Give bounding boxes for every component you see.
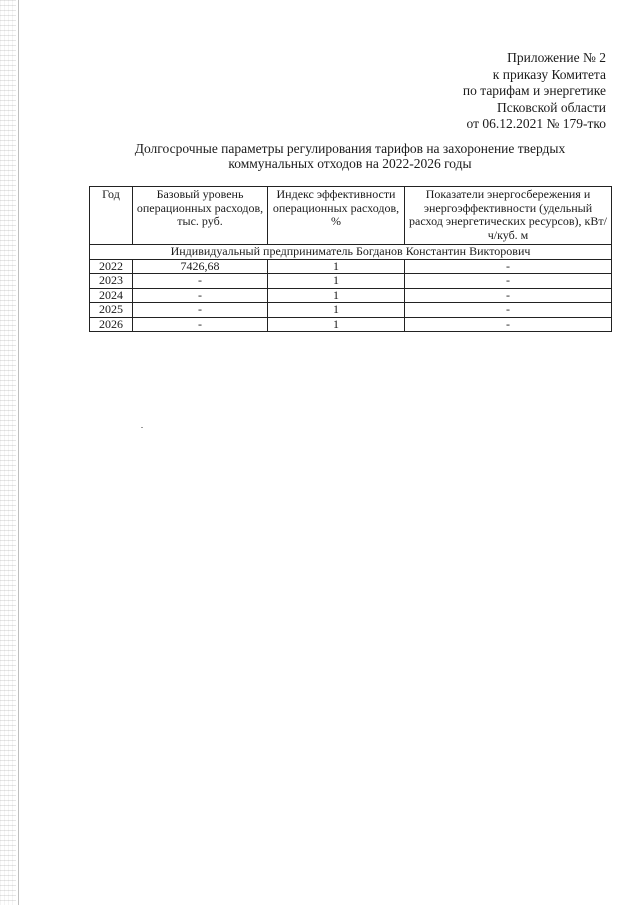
header-year: Год (90, 187, 133, 245)
cell-base: - (133, 274, 268, 289)
title-line: коммунальных отходов на 2022-2026 годы (228, 156, 472, 171)
cell-year: 2026 (90, 317, 133, 332)
appendix-line: от 06.12.2021 № 179-тко (466, 116, 606, 131)
cell-energy: - (405, 317, 612, 332)
parameters-table (89, 186, 612, 332)
table-row (90, 303, 612, 318)
cell-base: - (133, 288, 268, 303)
cell-index: 1 (268, 259, 405, 274)
table-row (90, 317, 612, 332)
cell-index: 1 (268, 288, 405, 303)
cell-year: 2024 (90, 288, 133, 303)
header-base-level: Базовый уровень операционных расходов, тыс. руб. (133, 187, 268, 245)
cell-index: 1 (268, 274, 405, 289)
cell-energy: - (405, 288, 612, 303)
cell-energy: - (405, 303, 612, 318)
appendix-line: к приказу Комитета (492, 66, 606, 82)
cell-index: 1 (268, 317, 405, 332)
table-row (90, 288, 612, 303)
appendix-header (463, 50, 606, 133)
cell-base: 7426,68 (133, 259, 268, 274)
header-efficiency-index: Индекс эффективности операционных расходов, % (268, 187, 405, 245)
cell-index: 1 (268, 303, 405, 318)
cell-energy: - (405, 274, 612, 289)
appendix-line: Приложение № 2 (507, 50, 606, 65)
header-energy-indicators: Показатели энергосбережения и энергоэффективности (удельный расход энергетических ресурсов), кВт/ч/куб. м (405, 187, 612, 245)
cell-base: - (133, 303, 268, 318)
cell-year: 2022 (90, 259, 133, 274)
cell-year: 2023 (90, 274, 133, 289)
table-group-row (90, 245, 612, 260)
cell-energy: - (405, 259, 612, 274)
title-line: Долгосрочные параметры регулирования тарифов на захоронение твердых (134, 141, 566, 156)
appendix-line: по тарифам и энергетике (462, 83, 606, 98)
table-row (90, 259, 612, 274)
table-row (90, 274, 612, 289)
table-header-row (90, 187, 612, 245)
group-label: Индивидуальный предприниматель Богданов Константин Викторович (90, 245, 612, 260)
scan-speck (141, 427, 143, 428)
appendix-line: Псковской области (496, 99, 606, 115)
cell-year: 2025 (90, 303, 133, 318)
cell-base: - (133, 317, 268, 332)
scan-edge-noise (0, 0, 16, 905)
document-title (90, 141, 610, 171)
scan-edge-line (18, 0, 19, 905)
